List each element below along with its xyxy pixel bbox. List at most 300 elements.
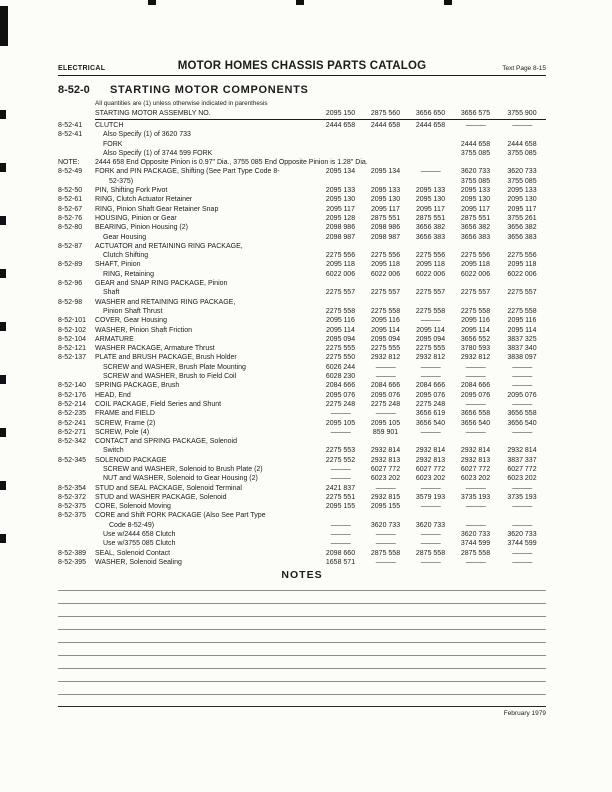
part-number-cell: 6027 772: [460, 465, 491, 473]
part-description: CLUTCH: [95, 122, 124, 129]
not-applicable-dash: ———: [465, 373, 486, 381]
part-number-cell: [408, 140, 453, 149]
part-description: CORE, Solenoid Moving: [95, 503, 171, 511]
part-number-cell: 2095 076: [325, 391, 356, 399]
part-type-code: 8-52-87: [58, 242, 83, 250]
not-applicable-dash: ———: [465, 428, 486, 436]
notes-heading: NOTES: [281, 569, 323, 581]
not-applicable-dash: ———: [465, 484, 486, 492]
table-row: [58, 335, 546, 344]
table-row: [58, 502, 546, 511]
table-row: [58, 344, 546, 353]
part-number-cell: 2275 248: [415, 400, 446, 408]
part-description: FORK and PIN PACKAGE, Shifting (See Part Type Code 8-: [95, 168, 280, 176]
table-row: [58, 419, 546, 428]
part-number-cell: 3755 085: [507, 177, 537, 185]
part-number-cell: 6022 006: [370, 270, 401, 278]
scan-artifact: [0, 110, 6, 119]
part-number-cell: 2095 133: [415, 187, 446, 195]
scan-artifact: [0, 269, 6, 278]
part-description: Shaft: [103, 289, 120, 297]
table-row: [58, 391, 546, 400]
part-number-cell: 2084 666: [460, 382, 491, 390]
part-description: ARMATURE: [95, 335, 134, 343]
part-type-code: 8-52-41: [58, 131, 83, 139]
part-number-cell: 2098 986: [370, 224, 401, 232]
table-row: [58, 493, 546, 502]
scan-artifact: [0, 428, 6, 437]
part-number-cell: 859 901: [372, 428, 399, 436]
part-description: HOUSING, Pinion or Gear: [95, 214, 177, 222]
table-row: [58, 363, 546, 372]
part-type-code: 8-52-375: [58, 512, 87, 520]
part-number-cell: 2095 094: [325, 335, 356, 343]
part-description: NUT and WASHER, Solenoid to Gear Housing (2): [103, 475, 258, 483]
table-row: [58, 121, 546, 130]
not-applicable-dash: ———: [465, 363, 486, 371]
not-applicable-dash: ———: [420, 484, 441, 492]
part-number-cell: 2444 658: [507, 140, 537, 148]
part-number-cell: [498, 298, 546, 307]
part-number-cell: 6023 202: [507, 475, 537, 483]
part-number-cell: 2875 551: [370, 214, 401, 222]
part-number-cell: 3735 193: [460, 493, 491, 501]
part-type-code: [58, 251, 95, 260]
part-number-cell: [453, 130, 498, 139]
part-description: 52-375): [109, 177, 134, 185]
quantities-note: All quantities are (1) unless otherwise indicated in parenthesis: [95, 100, 268, 107]
part-type-code: 8-52-67: [58, 205, 83, 213]
part-number-cell: 1658 571: [325, 558, 356, 566]
part-description: ACTUATOR and RETAINING RING PACKAGE,: [95, 242, 243, 250]
part-number-cell: [318, 511, 363, 520]
part-number-cell: 3656 558: [507, 410, 537, 418]
part-number-cell: 2095 118: [416, 261, 445, 269]
part-number-cell: 2275 558: [507, 307, 537, 315]
part-number-cell: 3620 733: [507, 531, 537, 539]
not-applicable-dash: ———: [375, 484, 396, 492]
not-applicable-dash: ———: [420, 373, 441, 381]
part-type-code: [58, 140, 95, 149]
part-number-cell: [363, 140, 408, 149]
part-number-cell: [363, 177, 408, 186]
part-type-code: [58, 108, 95, 120]
scan-artifact: [444, 0, 452, 5]
table-row: [58, 130, 546, 139]
part-number-cell: 2095 133: [460, 187, 491, 195]
part-number-cell: 2095 117: [416, 205, 445, 213]
part-number-cell: [318, 149, 363, 158]
part-number-cell: 2095 114: [507, 326, 537, 334]
part-number-cell: 3656 650: [408, 108, 453, 120]
part-description: Use w/2444 658 Clutch: [103, 531, 176, 539]
part-description: RING, Pinion Shaft Gear Retainer Snap: [95, 205, 219, 213]
part-number-cell: 2875 551: [415, 214, 446, 222]
part-number-cell: 3656 382: [415, 224, 446, 232]
part-number-cell: 3656 540: [507, 419, 537, 427]
part-type-code: 8-52-354: [58, 484, 87, 492]
table-row: [58, 465, 546, 474]
not-applicable-dash: ———: [375, 558, 396, 566]
part-type-code: 8-52-345: [58, 456, 87, 464]
notes-ruled-line: [58, 578, 546, 591]
part-number-cell: [453, 437, 498, 446]
part-description: RING, Retaining: [103, 270, 154, 278]
part-description: SCREW and WASHER, Brush to Field Coil: [103, 373, 237, 381]
table-row: [58, 353, 546, 362]
part-number-cell: 3755 085: [507, 149, 537, 157]
not-applicable-dash: ———: [512, 428, 532, 436]
part-number-cell: 2095 105: [370, 419, 401, 427]
part-number-cell: 2098 986: [325, 224, 356, 232]
part-number-cell: 2095 114: [461, 326, 490, 334]
not-applicable-dash: ———: [512, 373, 532, 381]
notes-ruled-line: [58, 604, 546, 617]
part-number-cell: 2084 666: [325, 382, 356, 390]
part-number-cell: [363, 437, 408, 446]
part-number-cell: 2095 150: [318, 108, 363, 120]
part-number-cell: 2932 814: [460, 447, 491, 455]
table-row: [58, 251, 546, 260]
table-row: [58, 186, 546, 195]
part-number-cell: 6023 202: [370, 475, 401, 483]
part-type-code: 8-52-102: [58, 326, 87, 334]
part-number-cell: 2095 117: [326, 205, 355, 213]
part-number-cell: 2095 116: [371, 317, 400, 325]
part-number-cell: 6028 230: [325, 373, 356, 381]
table-row: [58, 381, 546, 390]
scan-artifact: [0, 481, 6, 490]
part-number-cell: 2095 155: [370, 503, 401, 511]
part-number-cell: [408, 279, 453, 288]
part-number-cell: [408, 298, 453, 307]
table-row: [58, 149, 546, 158]
table-row: [58, 195, 546, 204]
part-number-cell: 2095 094: [370, 335, 401, 343]
part-number-cell: 2095 117: [461, 205, 490, 213]
part-type-code: 8-52-395: [58, 558, 87, 566]
part-type-code: 8-52-372: [58, 493, 87, 501]
page-header: [58, 60, 546, 76]
part-number-cell: 2095 094: [415, 335, 446, 343]
part-number-cell: 2095 117: [371, 205, 400, 213]
part-number-cell: [318, 279, 363, 288]
part-number-cell: 2932 812: [460, 354, 491, 362]
part-number-cell: 2095 076: [507, 391, 537, 399]
part-number-cell: 2084 666: [370, 382, 401, 390]
part-number-cell: 3620 733: [415, 521, 446, 529]
part-description: SPRING PACKAGE, Brush: [95, 382, 180, 390]
part-description: HEAD, End: [95, 391, 131, 399]
part-number-cell: 2275 556: [370, 252, 401, 260]
part-type-code: 8-52-214: [58, 400, 87, 408]
part-type-code: [58, 446, 95, 455]
table-row: [58, 108, 546, 120]
table-row: [58, 242, 546, 251]
part-description: Switch: [103, 447, 124, 455]
part-type-code: 8-52-76: [58, 214, 83, 222]
not-applicable-dash: ———: [330, 428, 351, 436]
header-section-label: ELECTRICAL: [58, 65, 106, 72]
not-applicable-dash: ———: [420, 363, 441, 371]
table-row: [58, 316, 546, 325]
part-number-cell: 2095 134: [325, 168, 356, 176]
not-applicable-dash: ———: [512, 400, 532, 408]
table-row: [58, 205, 546, 214]
notes-ruled-line: [58, 682, 546, 695]
not-applicable-dash: ———: [512, 382, 532, 390]
table-row: [58, 307, 546, 316]
catalog-title: MOTOR HOMES CHASSIS PARTS CATALOG: [177, 60, 427, 72]
part-type-code: [58, 530, 95, 539]
part-type-code: [58, 233, 95, 242]
part-number-cell: 2275 555: [325, 345, 356, 353]
part-description: WASHER PACKAGE, Armature Thrust: [95, 345, 215, 353]
part-number-cell: 2095 118: [371, 261, 400, 269]
part-number-cell: 2875 560: [363, 108, 408, 120]
part-number-cell: 2275 556: [460, 252, 491, 260]
part-description: Gear Housing: [103, 233, 147, 241]
section-title: STARTING MOTOR COMPONENTS: [110, 84, 309, 96]
table-row: [58, 298, 546, 307]
part-number-cell: 2095 118: [326, 261, 355, 269]
part-number-cell: 2095 114: [371, 326, 400, 334]
part-type-code: 8-52-89: [58, 261, 83, 269]
part-number-cell: 2275 558: [370, 307, 401, 315]
table-row: [58, 177, 546, 186]
part-number-cell: 2095 114: [416, 326, 445, 334]
part-number-cell: 2095 116: [326, 317, 355, 325]
not-applicable-dash: ———: [512, 122, 532, 129]
part-number-cell: 2275 553: [325, 447, 356, 455]
part-type-code: 8-52-271: [58, 428, 87, 436]
part-number-cell: 3620 733: [460, 531, 491, 539]
part-number-cell: 3755 261: [507, 214, 537, 222]
part-description: STARTING MOTOR ASSEMBLY NO.: [95, 108, 318, 120]
notes-ruled-line: [58, 617, 546, 630]
not-applicable-dash: ———: [512, 549, 532, 557]
part-number-cell: 2095 133: [370, 187, 401, 195]
not-applicable-dash: ———: [465, 503, 486, 511]
part-number-cell: 2098 660: [325, 549, 356, 557]
part-number-cell: 2095 117: [507, 205, 537, 213]
not-applicable-dash: ———: [465, 558, 486, 566]
not-applicable-dash: ———: [330, 531, 351, 539]
not-applicable-dash: ———: [375, 531, 396, 539]
part-number-cell: 6023 202: [460, 475, 491, 483]
part-number-cell: 2932 814: [370, 447, 401, 455]
not-applicable-dash: ———: [465, 521, 486, 529]
part-number-cell: [318, 298, 363, 307]
not-applicable-dash: ———: [375, 540, 396, 548]
part-number-cell: 3656 383: [460, 233, 491, 241]
table-row: [58, 446, 546, 455]
part-number-cell: 6027 772: [507, 465, 537, 473]
part-number-cell: 3656 383: [507, 233, 537, 241]
table-row: [58, 214, 546, 223]
part-type-code: [58, 307, 95, 316]
part-number-cell: 2275 556: [325, 252, 356, 260]
part-number-cell: 2275 557: [325, 289, 356, 297]
part-number-cell: [408, 242, 453, 251]
part-number-cell: [498, 437, 546, 446]
part-type-code: 8-52-101: [58, 317, 87, 325]
table-row: [58, 409, 546, 418]
part-number-cell: 2275 557: [460, 289, 491, 297]
part-number-cell: 2275 558: [415, 307, 446, 315]
part-number-cell: 3656 382: [460, 224, 491, 232]
part-description: CORE and Shift FORK PACKAGE (Also See Part Type: [95, 512, 266, 520]
part-description: SOLENOID PACKAGE: [95, 456, 167, 464]
part-description: Clutch Shifting: [103, 252, 149, 260]
part-number-cell: [408, 511, 453, 520]
part-number-cell: 2444 658: [415, 122, 446, 129]
part-number-cell: 6027 772: [415, 465, 446, 473]
part-type-code: 8-52-375: [58, 503, 87, 511]
table-row: [58, 140, 546, 149]
part-type-code: 8-52-241: [58, 419, 87, 427]
table-row: [58, 549, 546, 558]
part-description: GEAR and SNAP RING PACKAGE, Pinion: [95, 280, 228, 288]
part-number-cell: 3656 619: [415, 410, 446, 418]
part-type-code: 8-52-61: [58, 196, 83, 204]
part-number-cell: 2875 551: [460, 214, 491, 222]
notes-ruled-line: [58, 643, 546, 656]
not-applicable-dash: ———: [330, 475, 351, 483]
part-number-cell: [453, 279, 498, 288]
part-type-code: 8-52-104: [58, 335, 87, 343]
part-type-code: [58, 149, 95, 158]
part-number-cell: 3837 337: [507, 456, 537, 464]
part-number-cell: 2444 658: [370, 122, 401, 129]
table-row: [58, 233, 546, 242]
part-number-cell: [408, 149, 453, 158]
part-type-code: 8-52-96: [58, 280, 83, 288]
part-description: SCREW and WASHER, Solenoid to Brush Plate (2): [103, 465, 263, 473]
part-number-cell: 3755 085: [460, 149, 491, 157]
not-applicable-dash: ———: [420, 168, 441, 176]
part-number-cell: 3620 733: [370, 521, 401, 529]
part-type-code: 8-52-137: [58, 354, 87, 362]
part-number-cell: 6022 006: [507, 270, 537, 278]
part-type-code: 8-52-235: [58, 410, 87, 418]
table-row: [58, 279, 546, 288]
part-number-cell: 2932 813: [370, 456, 401, 464]
part-number-cell: 3755 085: [460, 177, 491, 185]
not-applicable-dash: ———: [375, 363, 396, 371]
part-number-cell: [318, 437, 363, 446]
part-number-cell: 2095 105: [325, 419, 356, 427]
part-number-cell: [498, 511, 546, 520]
part-description: FRAME and FIELD: [95, 410, 155, 418]
table-row: [58, 260, 546, 269]
part-type-code: 8-52-342: [58, 438, 87, 446]
part-number-cell: 6027 772: [370, 465, 401, 473]
table-row: [58, 474, 546, 483]
part-number-cell: 6022 006: [415, 270, 446, 278]
part-number-cell: 3780 593: [460, 345, 491, 353]
table-row: [58, 456, 546, 465]
scan-artifact: [0, 322, 6, 331]
not-applicable-dash: ———: [420, 428, 441, 436]
part-number-cell: 6022 006: [460, 270, 491, 278]
part-description: COIL PACKAGE, Field Series and Shunt: [95, 400, 222, 408]
part-number-cell: [498, 130, 546, 139]
part-description: SCREW and WASHER, Brush Plate Mounting: [103, 363, 246, 371]
part-number-cell: 3656 383: [415, 233, 446, 241]
part-type-code: 8-52-176: [58, 391, 87, 399]
not-applicable-dash: ———: [512, 484, 532, 492]
part-number-cell: 3837 325: [507, 335, 537, 343]
part-type-code: [58, 177, 95, 186]
notes-ruled-line: [58, 630, 546, 643]
part-number-cell: 2095 130: [460, 196, 491, 204]
part-number-cell: 3755 900: [498, 108, 546, 120]
not-applicable-dash: ———: [330, 521, 351, 529]
part-description: COVER, Gear Housing: [95, 317, 167, 325]
part-number-cell: 2275 555: [370, 345, 401, 353]
part-type-code: 8-52-121: [58, 345, 87, 353]
part-number-cell: [363, 242, 408, 251]
part-number-cell: 2932 814: [415, 447, 446, 455]
section-code: 8-52-0: [58, 84, 90, 96]
part-number-cell: [318, 140, 363, 149]
table-row: [58, 400, 546, 409]
not-applicable-dash: ———: [420, 531, 441, 539]
part-description: Pinion Shaft Thrust: [103, 307, 163, 315]
part-description: CONTACT and SPRING PACKAGE, Solenoid: [95, 438, 237, 446]
not-applicable-dash: ———: [375, 410, 396, 418]
part-number-cell: 2275 557: [507, 289, 537, 297]
part-type-code: 8-52-49: [58, 168, 83, 176]
part-number-cell: [498, 279, 546, 288]
part-number-cell: [453, 511, 498, 520]
part-number-cell: 2275 558: [460, 307, 491, 315]
table-row: [58, 270, 546, 279]
part-number-cell: [318, 130, 363, 139]
part-description: Also Specify (1) of 3744 599 FORK: [103, 149, 213, 157]
part-number-cell: 2095 116: [461, 317, 490, 325]
scan-artifact: [148, 0, 156, 5]
part-number-cell: 3656 575: [453, 108, 498, 120]
part-number-cell: 2444 658: [460, 140, 491, 148]
part-number-cell: 2932 813: [460, 456, 491, 464]
part-number-cell: 2084 666: [415, 382, 446, 390]
part-number-cell: 2421 837: [325, 484, 356, 492]
table-row: [58, 511, 546, 520]
table-row: [58, 437, 546, 446]
part-type-code: [58, 521, 95, 530]
table-row: [58, 521, 546, 530]
part-number-cell: 2095 076: [370, 391, 401, 399]
part-type-code: [58, 270, 95, 279]
part-number-cell: [408, 437, 453, 446]
part-number-cell: 2275 556: [507, 252, 537, 260]
not-applicable-dash: ———: [465, 400, 486, 408]
part-description: Also Specify (1) of 3620 733: [103, 131, 191, 139]
table-row: [58, 428, 546, 437]
not-applicable-dash: ———: [420, 317, 441, 325]
part-number-cell: 3838 097: [507, 354, 537, 362]
part-number-cell: 2275 248: [325, 400, 356, 408]
part-type-code: [58, 288, 95, 297]
part-number-cell: 3744 599: [460, 540, 491, 548]
part-description: BEARING, Pinion Housing (2): [95, 224, 188, 232]
part-description: SHAFT, Pinion: [95, 261, 141, 269]
table-row: [58, 539, 546, 548]
not-applicable-dash: ———: [420, 540, 441, 548]
part-number-cell: 2275 552: [325, 456, 356, 464]
